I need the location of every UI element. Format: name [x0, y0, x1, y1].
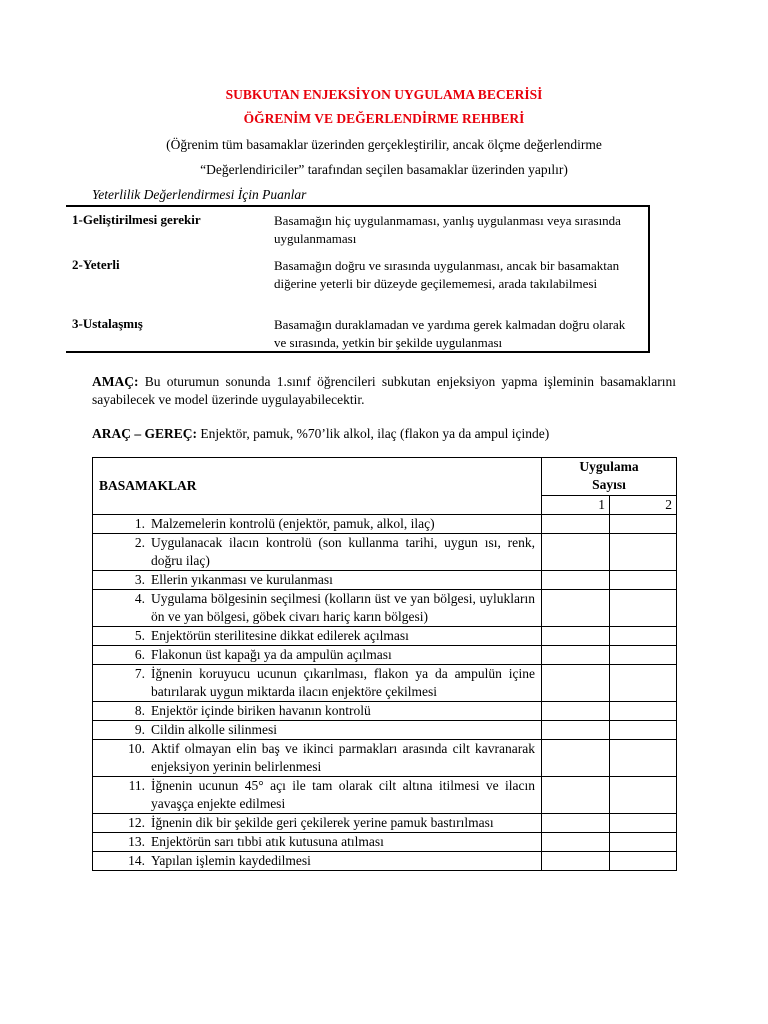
count-cell-1[interactable]: [542, 777, 610, 814]
step-number: 3.: [134, 572, 145, 587]
aim-paragraph: [92, 373, 676, 409]
step-text: İğnenin koruyucu ucunun çıkarılması, flakon ya da ampulün içine batırılarak uygun miktarda ilacın enjektöre çekilmesi: [151, 666, 535, 699]
count-cell-2[interactable]: [610, 721, 677, 740]
count-cell-2[interactable]: [610, 571, 677, 590]
count-cell-1[interactable]: [542, 702, 610, 721]
step-cell: [93, 852, 542, 871]
instruction-note-line2: “Değerlendiriciler” tarafından seçilen basamaklar üzerinden yapılır): [200, 162, 568, 177]
step-number: 6.: [134, 647, 145, 662]
count-cell-2[interactable]: [610, 646, 677, 665]
step-row: [93, 740, 677, 777]
step-number: 4.: [134, 591, 145, 606]
scale-level-description: Basamağın duraklamadan ve yardıma gerek kalmadan doğru olarak ve sırasında, yetkin bir şekilde uygulanması: [274, 317, 626, 350]
aim-label: AMAÇ:: [92, 374, 139, 389]
step-row: [93, 571, 677, 590]
step-number: 11.: [128, 778, 145, 793]
step-number: 13.: [128, 834, 145, 849]
count-cell-1[interactable]: [542, 646, 610, 665]
count-cell-1[interactable]: [542, 721, 610, 740]
step-cell: [93, 627, 542, 646]
step-row: [93, 665, 677, 702]
tools-label: ARAÇ – GEREÇ:: [92, 426, 198, 441]
step-row: [93, 515, 677, 534]
application-count-header-line1: Uygulama: [579, 459, 639, 474]
step-text: Uygulanacak ilacın kontrolü (son kullanma tarihi, uygun ısı, renk, doğru ilaç): [151, 535, 535, 568]
count-cell-1[interactable]: [542, 590, 610, 627]
step-row: [93, 833, 677, 852]
scale-heading: Yeterlilik Değerlendirmesi İçin Puanlar: [92, 187, 307, 202]
step-text: Aktif olmayan elin baş ve ikinci parmakları arasında cilt kavranarak enjeksiyon yerinin belirlenmesi: [151, 741, 535, 774]
competency-scale-table: [66, 205, 650, 353]
count-cell-2[interactable]: [610, 814, 677, 833]
scale-level-description: Basamağın doğru ve sırasında uygulanması, ancak bir basamaktan diğerine yeterli bir düzeyde geçilememesi, arada takılabilmesi: [274, 258, 620, 291]
document-title: SUBKUTAN ENJEKSİYON UYGULAMA BECERİSİ: [225, 87, 543, 102]
step-row: [93, 702, 677, 721]
count-cell-1[interactable]: [542, 852, 610, 871]
step-number: 8.: [134, 703, 145, 718]
step-row: [93, 534, 677, 571]
count-cell-1[interactable]: [542, 571, 610, 590]
instruction-note-line1: (Öğrenim tüm basamaklar üzerinden gerçekleştirilir, ancak ölçme değerlendirme: [166, 137, 602, 152]
document-subtitle: ÖĞRENİM VE DEĞERLENDİRME REHBERİ: [243, 111, 525, 126]
count-cell-1[interactable]: [542, 814, 610, 833]
count-column-2-header: 2: [610, 496, 677, 515]
step-cell: [93, 665, 542, 702]
count-cell-1[interactable]: [542, 627, 610, 646]
step-row: [93, 721, 677, 740]
step-text: Uygulama bölgesinin seçilmesi (kolların üst ve yan bölgesi, uylukların ön ve yan bölgesi, göbek civarı hariç karın bölgesi): [151, 591, 535, 624]
steps-table: [92, 457, 677, 871]
step-number: 2.: [134, 535, 145, 550]
step-text: Enjektörün sterilitesine dikkat edilerek açılması: [151, 628, 409, 643]
count-cell-1[interactable]: [542, 515, 610, 534]
count-cell-2[interactable]: [610, 702, 677, 721]
step-cell: [93, 646, 542, 665]
step-row: [93, 852, 677, 871]
step-text: İğnenin dik bir şekilde geri çekilerek yerine pamuk bastırılması: [151, 815, 494, 830]
step-row: [93, 590, 677, 627]
count-cell-2[interactable]: [610, 515, 677, 534]
count-cell-1[interactable]: [542, 740, 610, 777]
step-text: Enjektör içinde biriken havanın kontrolü: [151, 703, 371, 718]
step-cell: [93, 740, 542, 777]
count-cell-2[interactable]: [610, 777, 677, 814]
step-row: [93, 777, 677, 814]
count-cell-1[interactable]: [542, 833, 610, 852]
aim-text: Bu oturumun sonunda 1.sınıf öğrencileri subkutan enjeksiyon yapma işleminin basamaklarını sayabilecek ve model üzerinde uygulayabilecektir.: [92, 374, 677, 407]
step-text: Yapılan işlemin kaydedilmesi: [151, 853, 311, 868]
step-cell: [93, 833, 542, 852]
step-text: Cildin alkolle silinmesi: [151, 722, 277, 737]
count-cell-2[interactable]: [610, 665, 677, 702]
step-number: 9.: [134, 722, 145, 737]
scale-level-label: 3-Ustalaşmış: [72, 316, 143, 331]
count-cell-1[interactable]: [542, 534, 610, 571]
step-cell: [93, 777, 542, 814]
count-column-1-header: 1: [542, 496, 610, 515]
step-number: 14.: [128, 853, 145, 868]
application-count-header-line2: Sayısı: [592, 477, 626, 492]
tools-paragraph: [92, 425, 676, 443]
step-cell: [93, 534, 542, 571]
count-cell-2[interactable]: [610, 852, 677, 871]
step-cell: [93, 814, 542, 833]
scale-level-description: Basamağın hiç uygulanmaması, yanlış uygulanması veya sırasında uygulanmaması: [274, 213, 621, 246]
scale-level-label: 1-Geliştirilmesi gerekir: [72, 212, 201, 227]
count-cell-2[interactable]: [610, 627, 677, 646]
steps-table-header-row: [93, 458, 677, 496]
step-number: 7.: [134, 666, 145, 681]
application-count-header: [542, 458, 677, 496]
step-cell: [93, 721, 542, 740]
step-row: [93, 646, 677, 665]
count-cell-1[interactable]: [542, 665, 610, 702]
step-cell: [93, 590, 542, 627]
step-cell: [93, 571, 542, 590]
step-text: İğnenin ucunun 45° açı ile tam olarak cilt altına itilmesi ve ilacın yavaşça enjekte edilmesi: [151, 778, 535, 811]
count-cell-2[interactable]: [610, 590, 677, 627]
step-cell: [93, 515, 542, 534]
tools-text: Enjektör, pamuk, %70’lik alkol, ilaç (flakon ya da ampul içinde): [200, 426, 550, 441]
step-number: 5.: [134, 628, 145, 643]
step-number: 1.: [134, 516, 145, 531]
step-text: Enjektörün sarı tıbbi atık kutusuna atılması: [151, 834, 384, 849]
step-number: 10.: [128, 741, 145, 756]
count-cell-2[interactable]: [610, 740, 677, 777]
steps-header-label: BASAMAKLAR: [93, 458, 542, 515]
step-number: 12.: [128, 815, 145, 830]
step-text: Flakonun üst kapağı ya da ampulün açılması: [151, 647, 392, 662]
scale-level-label: 2-Yeterli: [72, 257, 120, 272]
step-row: [93, 814, 677, 833]
step-text: Ellerin yıkanması ve kurulanması: [151, 572, 333, 587]
step-cell: [93, 702, 542, 721]
step-text: Malzemelerin kontrolü (enjektör, pamuk, alkol, ilaç): [151, 516, 435, 531]
count-cell-2[interactable]: [610, 534, 677, 571]
count-cell-2[interactable]: [610, 833, 677, 852]
step-row: [93, 627, 677, 646]
